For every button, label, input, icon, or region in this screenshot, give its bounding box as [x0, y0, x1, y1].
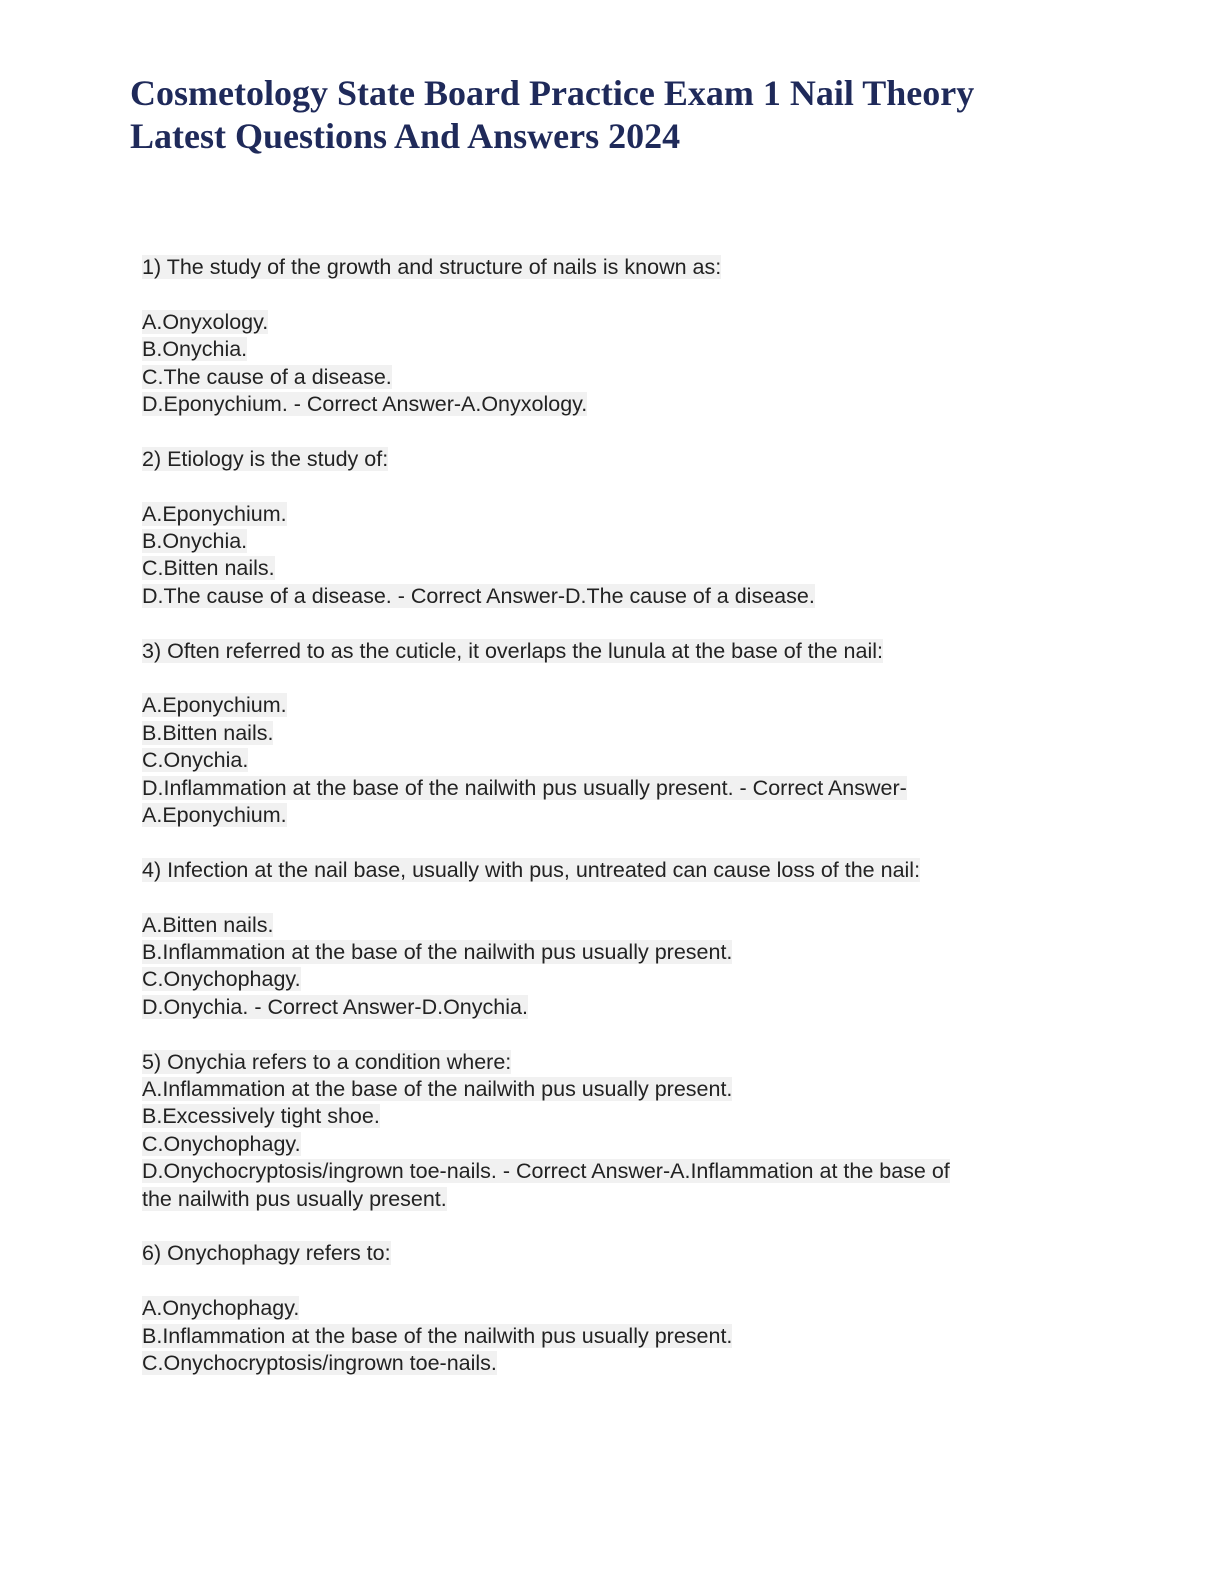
option-b: B.Inflammation at the base of the nailwith pus usually present.	[142, 1323, 733, 1348]
option-a: A.Inflammation at the base of the nailwith pus usually present.	[142, 1077, 733, 1102]
option-c: C.Bitten nails.	[142, 556, 275, 581]
option-c: C.Onychophagy.	[142, 967, 301, 992]
option-d-answer: D.Onychia. - Correct Answer-D.Onychia.	[142, 994, 528, 1019]
question-text: 3) Often referred to as the cuticle, it overlaps the lunula at the base of the nail:	[142, 638, 883, 663]
answer-continuation: A.Eponychium.	[142, 803, 287, 828]
title-line-2: Latest Questions And Answers 2024	[130, 116, 681, 156]
option-a: A.Eponychium.	[142, 693, 287, 718]
option-a: A.Onychophagy.	[142, 1296, 300, 1321]
question-3	[142, 638, 1062, 830]
question-text: 1) The study of the growth and structure of nails is known as:	[142, 255, 722, 279]
option-a: A.Bitten nails.	[142, 912, 274, 937]
title-line-1: Cosmetology State Board Practice Exam 1 Nail Theory	[130, 73, 975, 113]
option-d-answer: D.Onychocryptosis/ingrown toe-nails. - Correct Answer-A.Inflammation at the base of	[142, 1159, 950, 1184]
answer-continuation: the nailwith pus usually present.	[142, 1186, 447, 1211]
option-a: A.Eponychium.	[142, 501, 287, 526]
option-d-answer: D.Eponychium. - Correct Answer-A.Onyxology.	[142, 392, 588, 417]
question-text: 4) Infection at the nail base, usually with pus, untreated can cause loss of the nail:	[142, 857, 921, 882]
option-c: C.Onychocryptosis/ingrown toe-nails.	[142, 1351, 497, 1376]
question-text: 5) Onychia refers to a condition where:	[142, 1049, 512, 1074]
option-b: B.Onychia.	[142, 529, 248, 554]
option-b: B.Onychia.	[142, 337, 248, 362]
option-d-answer: D.The cause of a disease. - Correct Answer-D.The cause of a disease.	[142, 583, 815, 608]
option-a: A.Onyxology.	[142, 309, 269, 334]
option-c: C.Onychophagy.	[142, 1131, 301, 1156]
option-c: C.The cause of a disease.	[142, 364, 392, 389]
option-b: B.Inflammation at the base of the nailwith pus usually present.	[142, 940, 733, 965]
question-2	[142, 446, 1062, 610]
question-text: 2) Etiology is the study of:	[142, 446, 389, 471]
question-4	[142, 857, 1062, 1021]
page-title	[130, 72, 1090, 158]
option-d-answer: D.Inflammation at the base of the nailwith pus usually present. - Correct Answer-	[142, 775, 907, 800]
question-5	[142, 1049, 1062, 1213]
option-b: B.Excessively tight shoe.	[142, 1104, 380, 1129]
option-b: B.Bitten nails.	[142, 720, 274, 745]
question-1	[142, 254, 1062, 418]
question-6	[142, 1240, 1062, 1377]
question-list	[142, 254, 1062, 1378]
question-text: 6) Onychophagy refers to:	[142, 1241, 391, 1266]
option-c: C.Onychia.	[142, 748, 249, 773]
